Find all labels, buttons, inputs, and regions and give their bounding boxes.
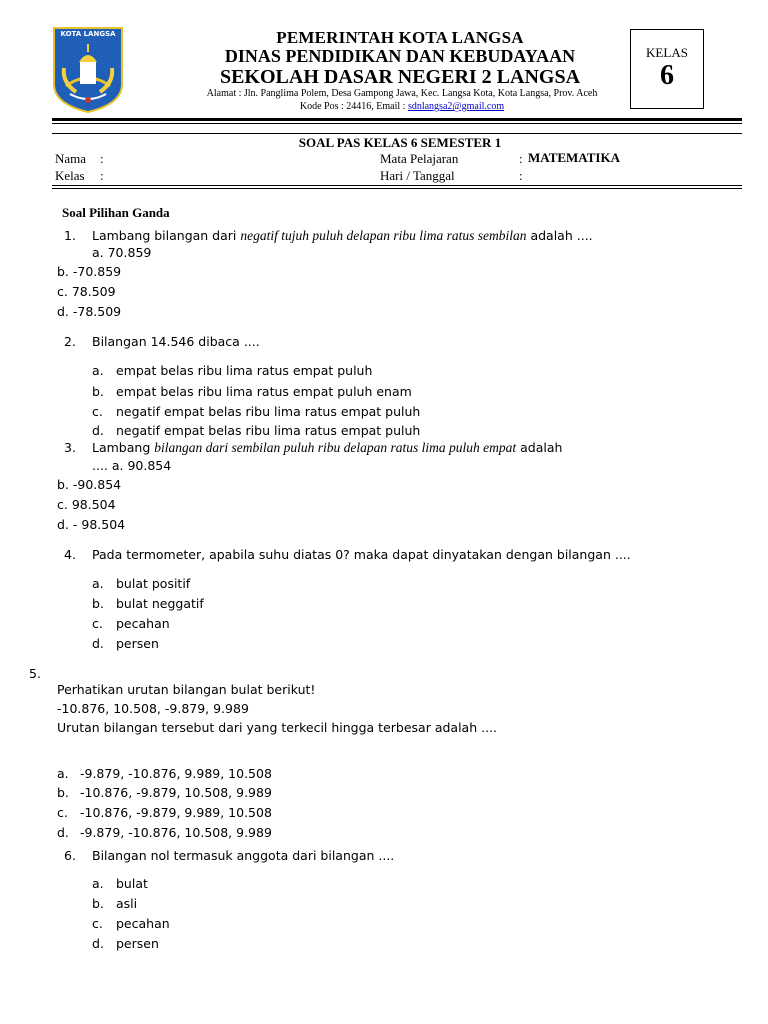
q3-option-c: c. 98.504 (57, 497, 116, 512)
header-address: Alamat : Jln. Panglima Polem, Desa Gampong Jawa, Kec. Langsa Kota, Kota Langsa, Prov. Aceh (206, 88, 598, 99)
q2-option-c-letter: c. (92, 404, 103, 419)
q4-option-d-letter: d. (92, 636, 104, 651)
q6-text: Bilangan nol termasuk anggota dari bilangan .... (92, 848, 395, 863)
q1-number: 1. (64, 228, 76, 243)
hari-tanggal-colon: : (519, 168, 523, 183)
q1-option-b: b. -70.859 (57, 264, 122, 279)
header-school-name: SEKOLAH DASAR NEGERI 2 LANGSA (219, 66, 581, 88)
q1-option-c: c. 78.509 (57, 284, 116, 299)
q1-option-d: d. -78.509 (57, 304, 122, 319)
q5-option-c-text: -10.876, -9.879, 9.989, 10.508 (80, 805, 272, 820)
q6-option-b-text: asli (116, 896, 138, 911)
school-logo (52, 26, 124, 114)
kelas-colon: : (100, 168, 104, 183)
postal-code-text: Kode Pos : 24416, Email : (299, 101, 408, 112)
q2-option-c-text: negatif empat belas ribu lima ratus empat puluh (116, 404, 421, 419)
q2-text: Bilangan 14.546 dibaca .... (92, 334, 260, 349)
logo-text: KOTA LANGSA (60, 30, 116, 38)
q5-line-1: Perhatikan urutan bilangan bulat berikut! (57, 682, 316, 697)
q6-option-a-text: bulat (116, 876, 148, 891)
q2-number: 2. (64, 334, 76, 349)
q5-option-d-text: -9.879, -10.876, 10.508, 9.989 (80, 825, 272, 840)
q2-option-a-text: empat belas ribu lima ratus empat puluh (116, 363, 373, 378)
email-link[interactable]: sdnlangsa2@gmail.com (407, 101, 505, 112)
q1-option-a: a. 70.859 (92, 245, 152, 260)
header-divider-thick (52, 118, 742, 121)
q5-line-2: -10.876, 10.508, -9.879, 9.989 (57, 701, 249, 716)
q4-option-d-text: persen (116, 636, 159, 651)
q5-number: 5. (29, 666, 41, 681)
kelas-label: Kelas (55, 168, 85, 183)
hari-tanggal-label: Hari / Tanggal (380, 168, 455, 183)
q5-option-c-letter: c. (57, 805, 68, 820)
q6-option-c-text: pecahan (116, 916, 170, 931)
q3-option-d: d. - 98.504 (57, 517, 126, 532)
header-government: PEMERINTAH KOTA LANGSA (276, 28, 524, 47)
q6-number: 6. (64, 848, 76, 863)
q3-text-post: adalah (516, 440, 563, 455)
header-divider-thin (52, 123, 742, 124)
header-postal-email (172, 101, 632, 112)
mata-pelajaran-value: MATEMATIKA (528, 150, 620, 165)
info-divider-1 (52, 185, 742, 186)
q3-text (92, 440, 562, 456)
q3-text-italic: bilangan dari sembilan puluh ribu delapan ratus lima puluh empat (154, 440, 517, 455)
nama-label: Nama (55, 151, 87, 166)
q3-number: 3. (64, 440, 76, 455)
q4-option-a-letter: a. (92, 576, 104, 591)
q6-option-d-text: persen (116, 936, 159, 951)
q1-text-italic: negatif tujuh puluh delapan ribu lima ratus sembilan (240, 228, 527, 243)
q2-option-b-text: empat belas ribu lima ratus empat puluh enam (116, 384, 412, 399)
q5-option-b-text: -10.876, -9.879, 10.508, 9.989 (80, 785, 272, 800)
title-divider (52, 133, 742, 134)
q1-text-post: adalah .... (526, 228, 593, 243)
kelas-box-label: KELAS (646, 45, 688, 60)
kelas-box-number: 6 (660, 60, 674, 91)
q5-option-d-letter: d. (57, 825, 69, 840)
section-title: Soal Pilihan Ganda (62, 205, 170, 220)
q1-text-pre: Lambang bilangan dari (92, 228, 241, 243)
q2-option-b-letter: b. (92, 384, 104, 399)
header-department: DINAS PENDIDIKAN DAN KEBUDAYAAN (224, 46, 576, 66)
q2-option-a-letter: a. (92, 363, 104, 378)
info-divider-2 (52, 188, 742, 189)
exam-title: SOAL PAS KELAS 6 SEMESTER 1 (298, 135, 502, 150)
q4-option-b-letter: b. (92, 596, 104, 611)
nama-colon: : (100, 151, 104, 166)
q5-option-b-letter: b. (57, 785, 69, 800)
q3-continuation-option-a: .... a. 90.854 (92, 458, 172, 473)
q4-option-b-text: bulat neggatif (116, 596, 204, 611)
q3-option-b: b. -90.854 (57, 477, 122, 492)
q6-option-b-letter: b. (92, 896, 104, 911)
kota-langsa-emblem-icon (52, 26, 124, 114)
q2-option-d-text: negatif empat belas ribu lima ratus empat puluh (116, 423, 421, 438)
q4-option-c-text: pecahan (116, 616, 170, 631)
q5-option-a-text: -9.879, -10.876, 9.989, 10.508 (80, 766, 272, 781)
q1-text (92, 228, 593, 244)
mata-pelajaran-colon: : (519, 151, 523, 166)
q5-line-3: Urutan bilangan tersebut dari yang terkecil hingga terbesar adalah .... (57, 720, 497, 735)
q6-option-d-letter: d. (92, 936, 104, 951)
mata-pelajaran-label: Mata Pelajaran (380, 151, 459, 166)
q3-text-pre: Lambang (92, 440, 155, 455)
q4-text: Pada termometer, apabila suhu diatas 0? maka dapat dinyatakan dengan bilangan .... (92, 547, 631, 562)
q6-option-a-letter: a. (92, 876, 104, 891)
q2-option-d-letter: d. (92, 423, 104, 438)
q5-option-a-letter: a. (57, 766, 69, 781)
q4-number: 4. (64, 547, 76, 562)
q4-option-a-text: bulat positif (116, 576, 191, 591)
q4-option-c-letter: c. (92, 616, 103, 631)
q6-option-c-letter: c. (92, 916, 103, 931)
